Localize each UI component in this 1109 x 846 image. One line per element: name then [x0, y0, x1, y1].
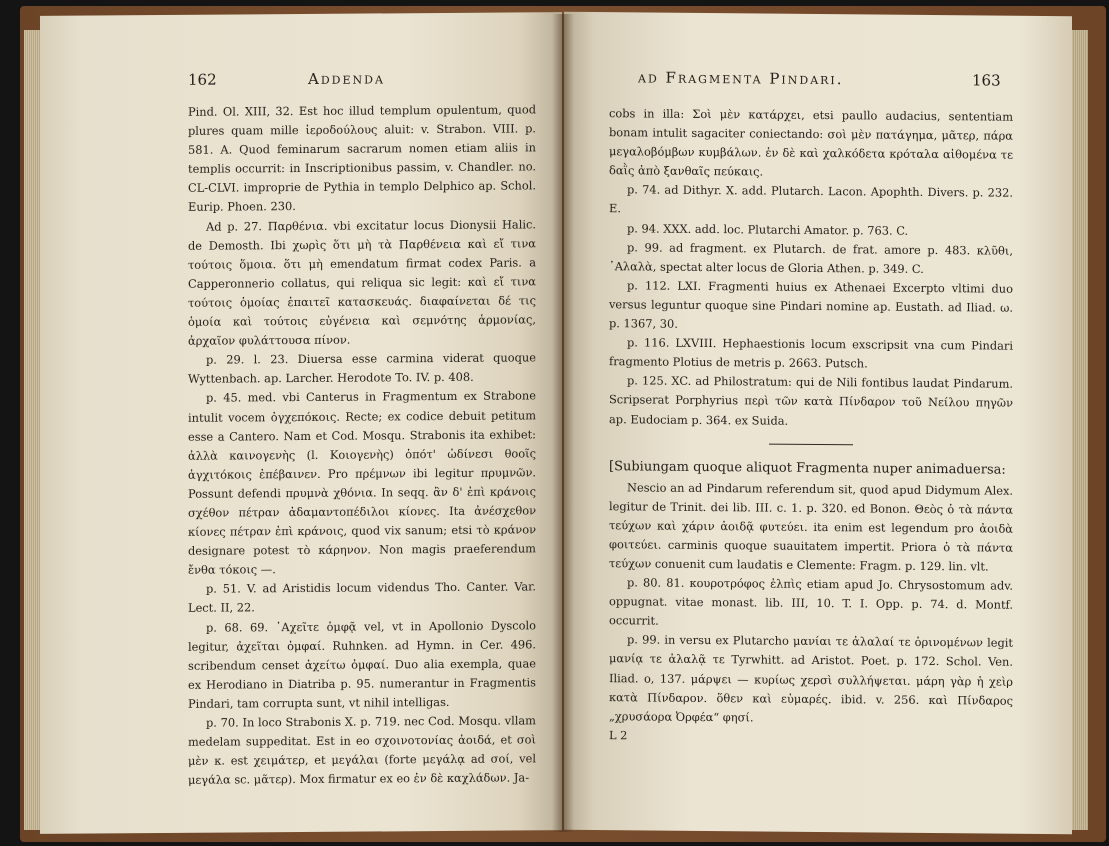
left-paragraph-6: p. 68. 69. ᾿Αχεῖτε ὀμφᾷ vel, vt in Apollonio Dyscolo legitur, ἀχεῖται ὀμφαί. Ruhnken. ad Hymn. in Cer. 496. scribendum censet ἀχείτω ὀμφαί. Duo alia exempla, quae ex Herodiano in Diatriba p. 95. numerantur in Fragmentis Pindari, tam corrupta sunt, vt nihil intelligas. [188, 617, 536, 711]
left-paragraph-3: p. 29. l. 23. Diuersa esse carmina viderat quoque Wyttenbach. ap. Larcher. Herodote To. IV. p. 408. [188, 350, 536, 387]
section-heading: [Subiungam quoque aliquot Fragmenta nuper animaduersa: [609, 458, 1006, 478]
book-gutter [552, 14, 574, 832]
right-paragraph-4: p. 99. ad fragment. ex Plutarch. de frat. amore p. 483. κλῦθι, ᾿Αλαλὰ, spectat alter locus de Gloria Athen. p. 349. C. [609, 239, 1013, 276]
left-text-column [188, 100, 536, 790]
right-paragraph-7: p. 125. XC. ad Philostratum: qui de Nili fontibus laudat Pindarum. Scripserat Porphyrius περὶ τῶν κατὰ Πίνδαρον τοῦ Νείλου πηγῶν ap. Eudociam p. 364. ex Suida. [609, 373, 1013, 428]
left-paragraph-4: p. 45. med. vbi Canterus in Fragmentum ex Strabone intulit vocem ὀγχεπόκοις. Recte; ex codice debuit petitum esse a Cantero. Nam et Cod. Mosqu. Strabonis ita exhibet: ἀλλὰ καινογενὴς (l. Κοιογενὴς) ὁπότ' ὠδίνεσι θοοῖς ἀγχιτόκοις ἐπέβαινεν. Pro πρέμνων ibi legitur πρυμνῶν. Possunt defendi πρυμνὰ χθόνια. In seqq. ἂν δ' ἐπὶ κράνοις σχέθον πέτραν ἀδαμαντοπέδιλοι κίονες. Ita ἀνέσχεθον κίονες πέτραν ἐπὶ κράνοις, quod vix sanum; etsi τὸ κράνον designare potest τὸ κάρηνον. Non magis praeferendum ἔνθα τόκοις —. [188, 388, 536, 578]
right-paragraph-2: p. 74. ad Dithyr. X. add. Plutarch. Lacon. Apophth. Divers. p. 232. E. [609, 182, 1013, 216]
left-paragraph-5: p. 51. V. ad Aristidis locum videndus Tho. Canter. Var. Lect. II, 22. [188, 579, 536, 616]
left-paragraph-1: Pind. Ol. XIII, 32. Est hoc illud templum opulentum, quod plures quam mille ἱεροδούλους aluit: v. Strabon. VIII. p. 581. A. Quod feminarum sacrarum nomen etiam aliis in templis occurrit: in Inscriptionibus passim, v. Chandler. no. CL-CLVI. improprie de Pythia in templo Delphico ap. Schol. Eurip. Phoen. 230. [188, 102, 536, 215]
left-paragraph-7: p. 70. In loco Strabonis X. p. 719. nec Cod. Mosqu. vllam medelam suppeditat. Est in eo σχοινοτονίας ἀοιδά, et σοὶ μὲν κ. est χειμάτερ, et μεγάλαι (forte μεγάλᾳ ad σοί, vel μεγάλα sc. μᾶτερ). Mox firmatur ex eo ἐν δὲ καχλάδων. Ja- [188, 713, 536, 788]
left-page-number: 162 [188, 70, 217, 89]
section-paragraph-2: p. 80. 81. κουροτρόφος ἐλπὶς etiam apud Jo. Chrysostomum adv. oppugnat. vitae monast. lib. III, 10. T. I. Opp. p. 74. d. Montf. occurrit. [609, 575, 1013, 628]
section-divider [769, 443, 853, 445]
left-page-edges [24, 30, 40, 830]
left-page-header [188, 68, 538, 89]
right-paragraph-5: p. 112. LXI. Fragmenti huius ex Athenaei Excerpto vltimi duo versus leguntur quoque sine Pindari nomine ap. Eustath. ad Iliad. ω. p. 1367, 30. [609, 278, 1013, 331]
right-paragraph-6: p. 116. LXVIII. Hephaestionis locum exscripsit vna cum Pindari fragmento Plotius de metris p. 2663. Putsch. [609, 335, 1013, 371]
left-paragraph-2: Ad p. 27. Παρθένια. vbi excitatur locus Dionysii Halic. de Demosth. Ibi χωρὶς ὅτι μὴ τὰ Παρθένεια καὶ εἴ τινα τούτοις ὅμοια. ὅτι μὴ emendatum firmat codex Paris. a Capperonnerio collatus, qui reliqua sic legit: καὶ εἴ τινα τούτοις ὁμοίας ἐπαιτεῖ κατασκευάς. διαφαίνεται δέ τις ὁμοία καὶ τούτοις εὐγένεια καὶ σεμνότης ἁρμονίας, ἀρχαῖον φυλάττουσα πίνον. [188, 216, 536, 348]
left-page [40, 12, 562, 834]
right-paragraph-3: p. 94. XXX. add. loc. Plutarchi Amator. p. 763. C. [627, 220, 909, 238]
signature-mark: L 2 [609, 727, 628, 743]
right-page-number: 163 [972, 71, 1001, 90]
right-page [564, 12, 1072, 834]
right-paragraph-1: cobs in illa: Σοὶ μὲν κατάρχει, etsi paullo audacius, sententiam bonam intulit sagaciter coniectando: σοὶ μὲν πατάγημα, μᾶτερ, πάρα μεγαλοβόμβων κυμβάλων. ἐν δὲ καὶ χαλκόδετα κρόταλα αἰθομένα τε δαῒς ἀπὸ ξανθαῖς πεύκαις. [609, 106, 1013, 179]
left-running-title: Addenda [308, 69, 385, 88]
section-paragraph-3: p. 99. in versu ex Plutarcho μανίαι τε ἀλαλαί τε ὀρινομένων legit μανίᾳ τε ἀλαλᾷ τε Tyrwhitt. ad Aristot. Poet. p. 172. Schol. Ven. Iliad. ο, 137. μάρψει — κυρίως χερσὶ συλλήψεται. μάρη γὰρ ἡ χεὶρ κατὰ Πίνδαρον. ὅθεν καὶ εὐμαρές. ibid. v. 256. καὶ Πίνδαρος „χρυσάορα Ὀρφέα“ φησί. [609, 632, 1013, 725]
right-page-edges [1072, 30, 1088, 830]
right-page-header [612, 68, 1012, 90]
right-text-column [609, 104, 1013, 748]
section-paragraph-1: Nescio an ad Pindarum referendum sit, quod apud Didymum Alex. legitur de Trinit. dei lib. III. c. 1. p. 320. ed Bonon. Θεὸς ὁ τὰ πάντα τεύχων καὶ χάριν ἀοιδᾷ φυτεύει. ita enim est legendum pro ἀοιδὰ φοιτεύει. carminis quoque suauitatem impertit. Priora ὁ τὰ πάντα τεύχων conuenit cum laudatis e Clemente: Fragm. p. 129. lin. vlt. [609, 479, 1013, 574]
right-running-title: ad Fragmenta Pindari. [638, 68, 844, 89]
